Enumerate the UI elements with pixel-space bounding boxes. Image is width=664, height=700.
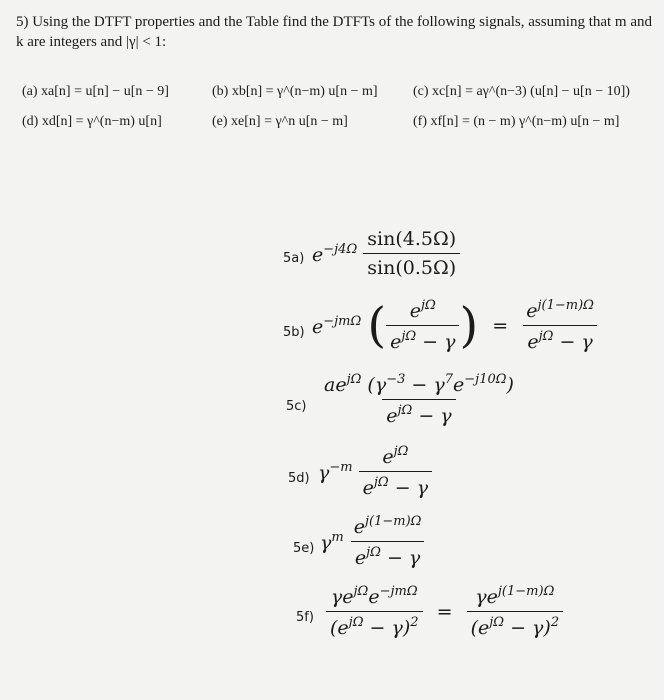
answer-f-lhs-fraction: $\frac{\gamma e^{j\Omega}e^{-jm\Omega}}{(e^{j\Omega} - \gamma)^2}$ (326, 584, 423, 639)
signal-a: (a) xa[n] = u[n] − u[n − 9] (22, 84, 169, 99)
answer-e-fraction: $\frac{e^{j(1-m)\Omega}}{e^{j\Omega} - \gamma}$ (350, 514, 426, 569)
answer-c-fraction: $\frac{ae^{j\Omega} (\gamma^{-3} - \gamma^7e^{-j10\Omega})}{e^{j\Omega} - \gamma}$ (324, 372, 514, 427)
signal-e: (e) xe[n] = γ^n u[n − m] (212, 114, 348, 129)
answer-e-formula: $\gamma^m$ $\frac{e^{j(1-m)\Omega}}{e^{j\Omega} - \gamma}$ (320, 514, 425, 569)
signal-f: (f) xf[n] = (n − m) γ^(n−m) u[n − m] (413, 114, 620, 129)
answer-f-rhs-fraction: $\frac{\gamma e^{j(1-m)\Omega}}{(e^{j\Omega} - \gamma)^2}$ (467, 584, 564, 639)
answer-b-formula: $e^{-jm\Omega}$ ( $\frac{e^{j\Omega}}{e^{j\Omega} - \gamma}$ ) = $\frac{e^{j(1-m)\Omega}}{e^{j\Omega} - \gamma}$ (312, 298, 598, 353)
signal-b: (b) xb[n] = γ^(n−m) u[n − m] (212, 84, 378, 99)
answer-b-inner-fraction: $\frac{e^{j\Omega}}{e^{j\Omega} - \gamma}$ (386, 298, 459, 353)
answer-f-formula: $\frac{\gamma e^{j\Omega}e^{-jm\Omega}}{(e^{j\Omega} - \gamma)^2}$ = $\frac{\gamma e^{j(1-m)\Omega}}{(e^{j\Omega} - \gamma)^2}$ (326, 584, 563, 639)
signal-d: (d) xd[n] = γ^(n−m) u[n] (22, 114, 162, 129)
answer-d-formula: $\gamma^{-m}$ $\frac{e^{j\Omega}}{e^{j\Omega} - \gamma}$ (318, 444, 432, 499)
problem-intro: 5) Using the DTFT properties and the Table find the DTFTs of the following signals, assuming that m and k are integers and |γ| < 1: (16, 14, 653, 50)
answer-a-formula: $e^{-j4\Omega}$ $\frac{\sin(4.5\Omega)}{\sin(0.5\Omega)}$ (312, 228, 460, 279)
answer-b-label: 5b) (283, 325, 305, 340)
answer-c-label: 5c) (286, 399, 307, 414)
answer-f-label: 5f) (296, 610, 314, 625)
answer-c-formula (320, 372, 518, 427)
answer-a-label: 5a) (283, 251, 305, 266)
signal-c: (c) xc[n] = aγ^(n−3) (u[n] − u[n − 10]) (413, 84, 630, 99)
answer-e-label: 5e) (293, 541, 315, 556)
answer-a-fraction: $\frac{\sin(4.5\Omega)}{\sin(0.5\Omega)}$ (363, 228, 460, 279)
answer-d-fraction: $\frac{e^{j\Omega}}{e^{j\Omega} - \gamma}$ (359, 444, 432, 499)
answer-d-label: 5d) (288, 471, 310, 486)
answer-b-rhs-fraction: $\frac{e^{j(1-m)\Omega}}{e^{j\Omega} - \gamma}$ (522, 298, 598, 353)
